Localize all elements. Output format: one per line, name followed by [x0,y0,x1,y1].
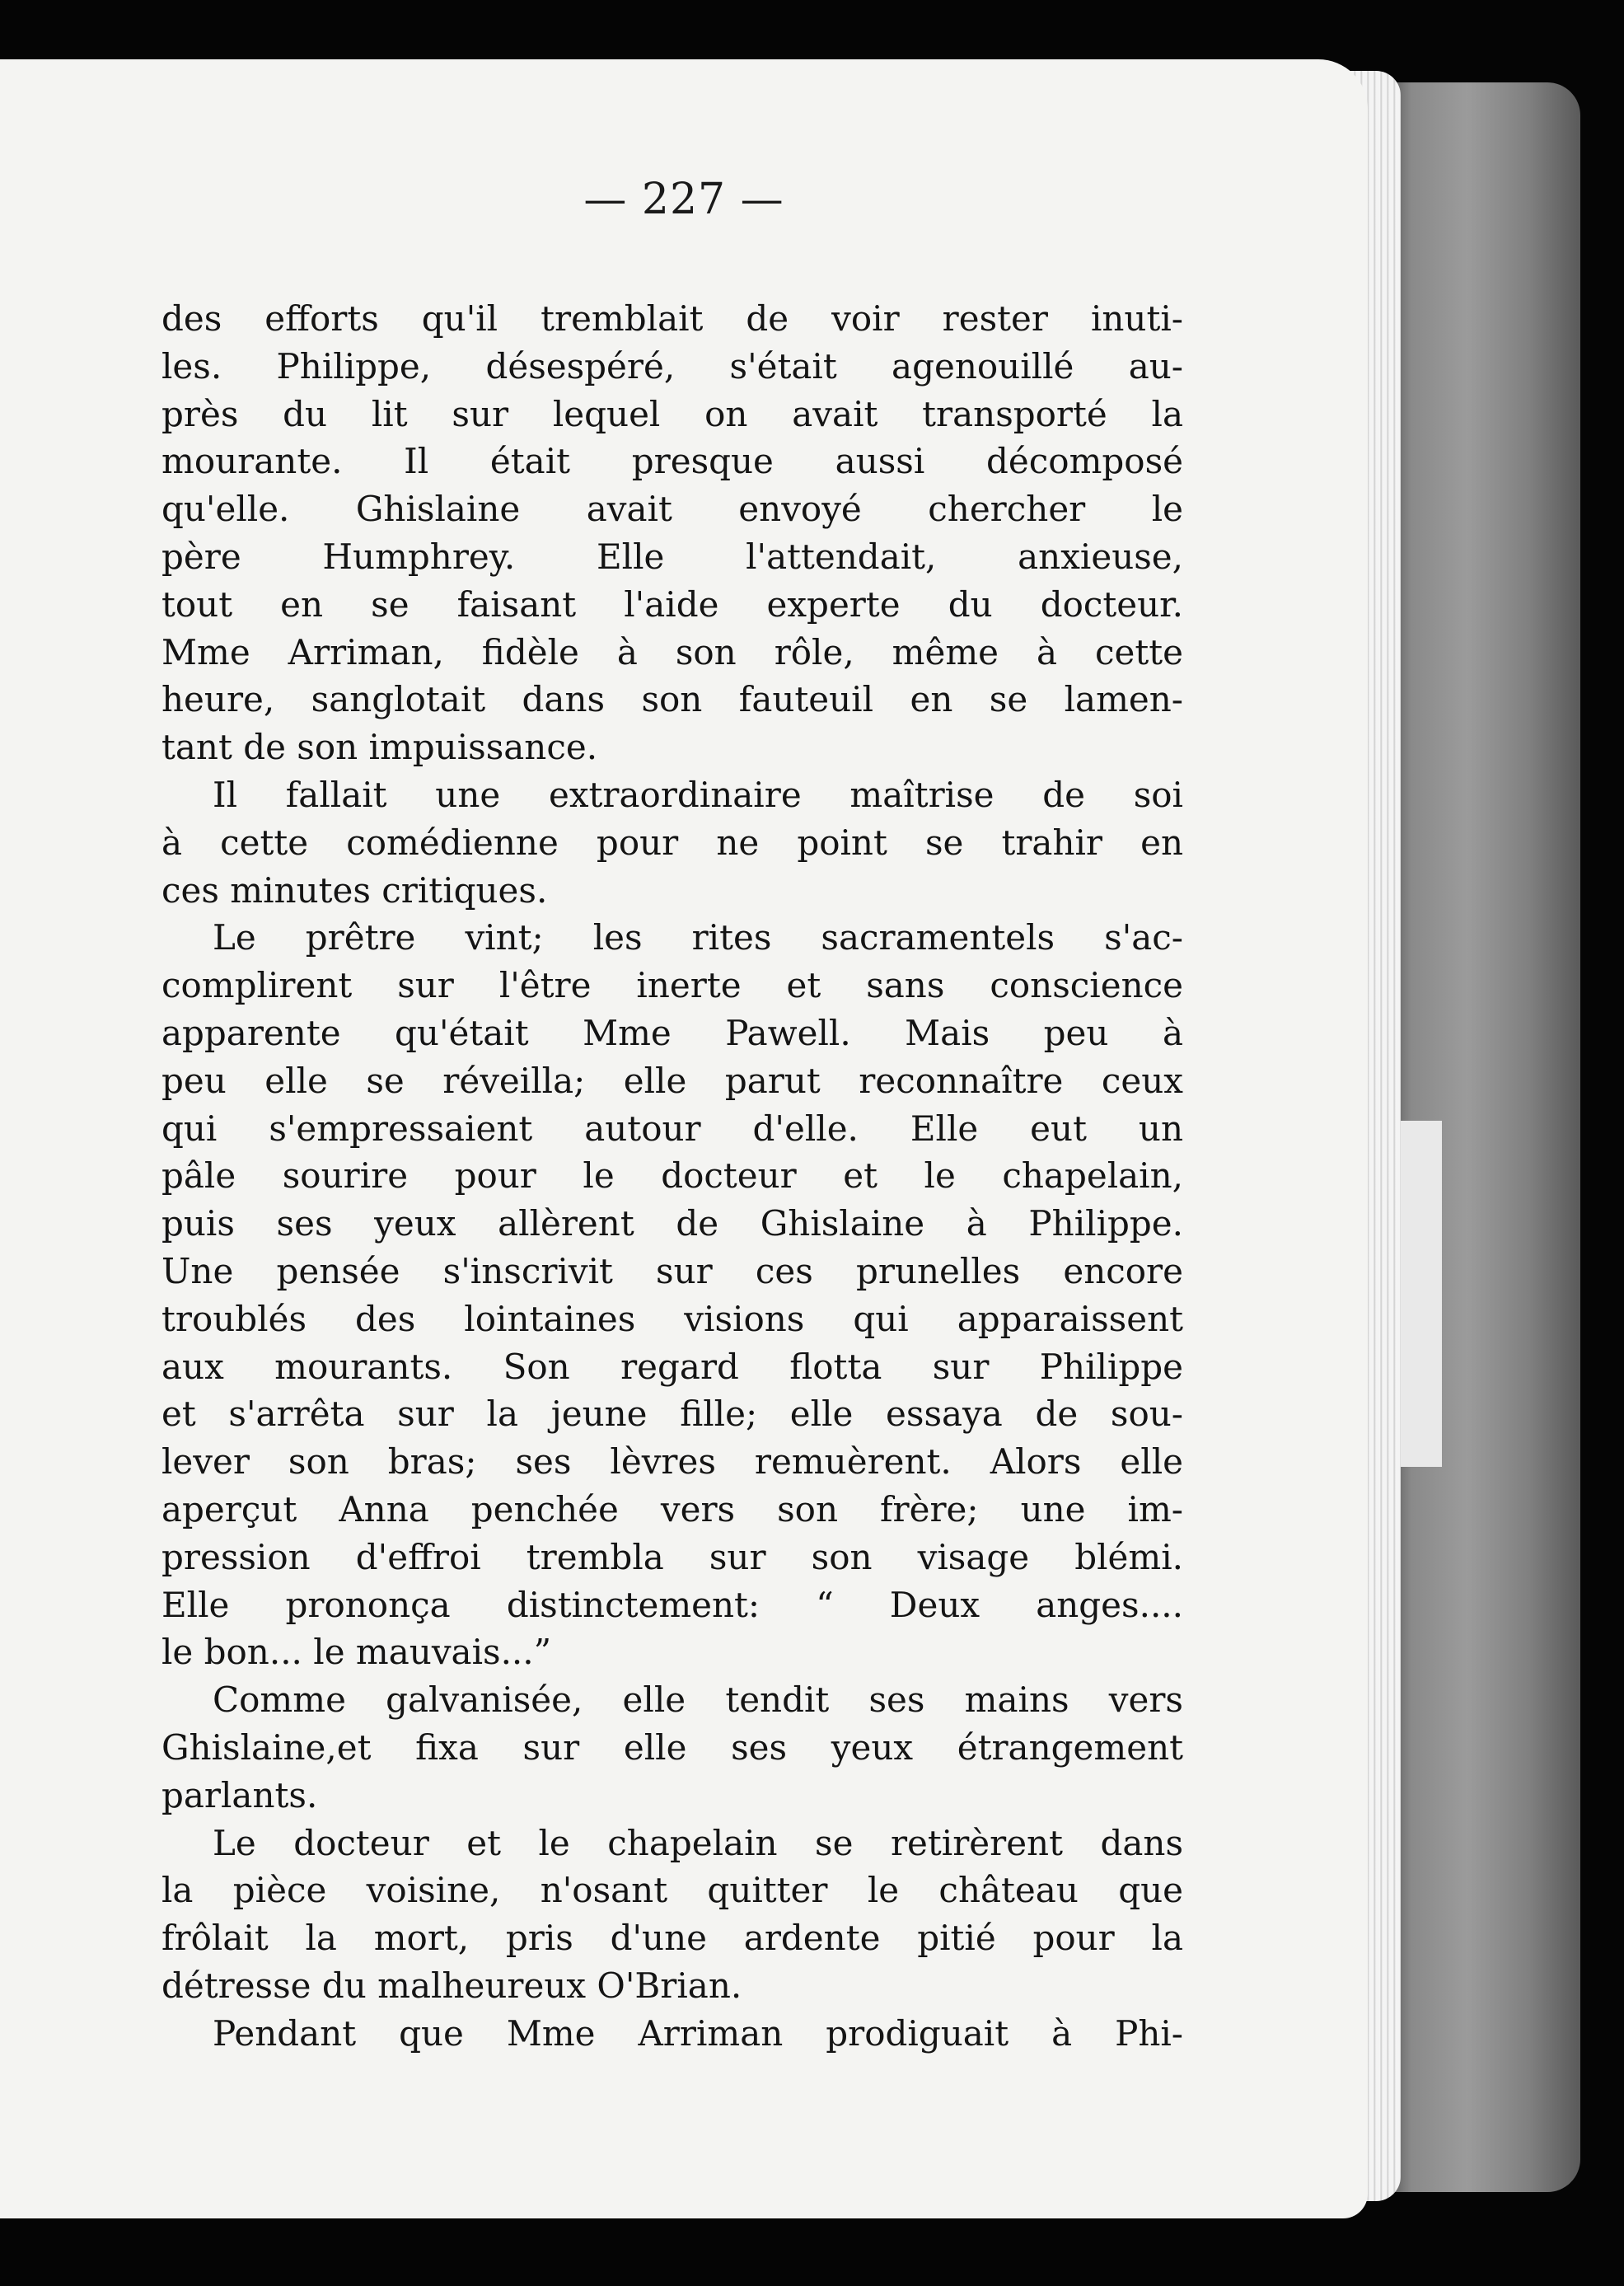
text-line: mourante. Il était presque aussi décomposé [161,441,1183,482]
text-line: complirent sur l'être inerte et sans conscience [161,965,1183,1006]
page-number: — 227 — [583,175,784,224]
text-line: Ghislaine,et fixa sur elle ses yeux étrangement [161,1726,1183,1768]
text-line: troublés des lointaines visions qui apparaissent [161,1298,1183,1339]
text-line: les. Philippe, désespéré, s'était agenouillé au- [161,345,1183,386]
text-line: détresse du malheureux O'Brian. [161,1965,742,2006]
paragraph-first-line: Le docteur et le chapelain se retirèrent dans [213,1822,1183,1863]
text-line: aperçut Anna penchée vers son frère; une im- [161,1488,1183,1529]
text-line: pression d'effroi trembla sur son visage blémi. [161,1536,1183,1577]
text-line: près du lit sur lequel on avait transporté la [161,393,1183,434]
text-line: à cette comédienne pour ne point se trahir en [161,822,1183,863]
paragraph-first-line: Comme galvanisée, elle tendit ses mains vers [213,1679,1183,1721]
text-line: le bon... le mauvais...” [161,1632,552,1673]
text-line: et s'arrêta sur la jeune fille; elle essaya de sou- [161,1394,1183,1435]
book-page [0,59,1368,2218]
text-line: tant de son impuissance. [161,727,598,768]
text-line: qui s'empressaient autour d'elle. Elle eut un [161,1108,1183,1149]
text-line: qu'elle. Ghislaine avait envoyé chercher le [161,489,1183,530]
text-line: Mme Arriman, fidèle à son rôle, même à cette [161,631,1183,672]
text-line: frôlait la mort, pris d'une ardente pitié pour la [161,1918,1183,1959]
text-line: heure, sanglotait dans son fauteuil en se lamen- [161,679,1183,720]
text-line: apparente qu'était Mme Pawell. Mais peu à [161,1012,1183,1053]
text-line: peu elle se réveilla; elle parut reconnaître ceux [161,1060,1183,1101]
text-line: la pièce voisine, n'osant quitter le château que [161,1870,1183,1911]
paragraph-first-line: Le prêtre vint; les rites sacramentels s'ac- [213,917,1183,958]
text-line: aux mourants. Son regard flotta sur Philippe [161,1346,1183,1387]
paragraph-first-line: Il fallait une extraordinaire maîtrise de soi [213,774,1183,815]
body-text [161,295,1183,2057]
text-line: puis ses yeux allèrent de Ghislaine à Philippe. [161,1203,1183,1244]
text-line: pâle sourire pour le docteur et le chapelain, [161,1155,1183,1197]
text-line: des efforts qu'il tremblait de voir rester inuti- [161,298,1183,339]
text-line: père Humphrey. Elle l'attendait, anxieuse, [161,536,1183,577]
text-line: tout en se faisant l'aide experte du docteur. [161,583,1183,625]
paragraph-first-line: Pendant que Mme Arriman prodiguait à Phi- [213,2012,1183,2054]
text-line: Elle prononça distinctement: “ Deux anges.... [161,1584,1183,1625]
text-line: parlants. [161,1774,318,1815]
text-line: ces minutes critiques. [161,869,548,911]
text-line: lever son bras; ses lèvres remuèrent. Alors elle [161,1441,1183,1483]
text-line: Une pensée s'inscrivit sur ces prunelles encore [161,1250,1183,1291]
